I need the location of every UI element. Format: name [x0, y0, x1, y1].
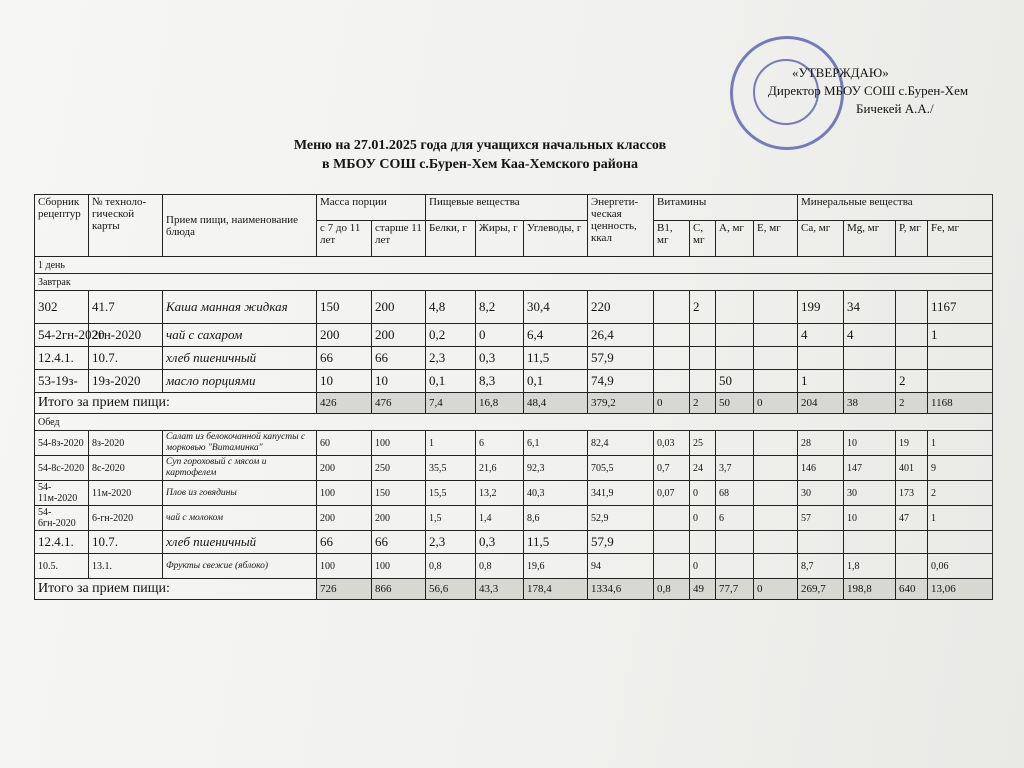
value-cell: 173 [896, 481, 928, 506]
value-cell [690, 324, 716, 347]
total-cell: 43,3 [476, 579, 524, 600]
value-cell [844, 347, 896, 370]
value-cell: 199 [798, 291, 844, 324]
total-cell: 50 [716, 393, 754, 414]
total-cell: 178,4 [524, 579, 588, 600]
value-cell: 1,5 [426, 506, 476, 531]
dish-name: масло порциями [163, 370, 317, 393]
value-cell: 94 [588, 554, 654, 579]
value-cell: 19 [896, 431, 928, 456]
total-cell: 379,2 [588, 393, 654, 414]
value-cell: 0,3 [476, 531, 524, 554]
total-cell: 38 [844, 393, 896, 414]
value-cell [754, 531, 798, 554]
value-cell: 8,6 [524, 506, 588, 531]
value-cell [654, 324, 690, 347]
value-cell: 1 [928, 324, 993, 347]
value-cell [754, 431, 798, 456]
menu-table [34, 194, 993, 600]
value-cell: 1 [928, 506, 993, 531]
dish-name: Суп гороховый с мясом и картофелем [163, 456, 317, 481]
value-cell [754, 347, 798, 370]
recipe-code: 2гн-2020 [89, 324, 163, 347]
value-cell: 6 [476, 431, 524, 456]
value-cell: 34 [844, 291, 896, 324]
value-cell: 2 [896, 370, 928, 393]
value-cell: 19,6 [524, 554, 588, 579]
value-cell: 0 [476, 324, 524, 347]
recipe-code: 12.4.1. [35, 347, 89, 370]
value-cell [896, 347, 928, 370]
value-cell [754, 370, 798, 393]
value-cell: 341,9 [588, 481, 654, 506]
value-cell: 28 [798, 431, 844, 456]
value-cell [844, 531, 896, 554]
total-cell: 426 [317, 393, 372, 414]
value-cell: 146 [798, 456, 844, 481]
value-cell: 2 [928, 481, 993, 506]
total-cell: 1334,6 [588, 579, 654, 600]
value-cell: 0,1 [524, 370, 588, 393]
value-cell: 150 [372, 481, 426, 506]
dish-name: хлеб пшеничный [163, 347, 317, 370]
value-cell: 10 [844, 506, 896, 531]
value-cell: 40,3 [524, 481, 588, 506]
value-cell: 2 [690, 291, 716, 324]
value-cell: 200 [372, 291, 426, 324]
value-cell [928, 531, 993, 554]
header-minerals: Минеральные вещества [798, 195, 993, 221]
menu-row [35, 481, 993, 506]
value-cell: 47 [896, 506, 928, 531]
value-cell: 66 [317, 347, 372, 370]
approval-block [768, 64, 968, 118]
value-cell: 200 [372, 324, 426, 347]
total-cell: 204 [798, 393, 844, 414]
value-cell: 0,7 [654, 456, 690, 481]
value-cell: 11,5 [524, 531, 588, 554]
total-cell: 2 [690, 393, 716, 414]
value-cell: 0,07 [654, 481, 690, 506]
value-cell: 66 [372, 531, 426, 554]
breakfast-total-row [35, 393, 993, 414]
value-cell: 0,06 [928, 554, 993, 579]
dish-name: Плов из говядины [163, 481, 317, 506]
header-portion-young: с 7 до 11 лет [317, 221, 372, 257]
recipe-code: 10.7. [89, 347, 163, 370]
approval-position: Директор МБОУ СОШ с.Бурен-Хем [768, 83, 969, 98]
header-fe: Fe, мг [928, 221, 993, 257]
value-cell: 68 [716, 481, 754, 506]
value-cell: 1 [798, 370, 844, 393]
day-label: 1 день [35, 257, 993, 274]
recipe-code: 54-8з-2020 [35, 431, 89, 456]
value-cell [716, 347, 754, 370]
value-cell: 1 [928, 431, 993, 456]
value-cell: 1,8 [844, 554, 896, 579]
total-cell: 16,8 [476, 393, 524, 414]
total-cell: 866 [372, 579, 426, 600]
total-cell: 0 [654, 393, 690, 414]
value-cell: 0,03 [654, 431, 690, 456]
header-portion: Масса порции [317, 195, 426, 221]
value-cell [896, 531, 928, 554]
value-cell: 100 [317, 481, 372, 506]
recipe-code: 10.5. [35, 554, 89, 579]
value-cell [798, 347, 844, 370]
recipe-code: 302 [35, 291, 89, 324]
value-cell: 220 [588, 291, 654, 324]
value-cell: 25 [690, 431, 716, 456]
dish-name: чай с молоком [163, 506, 317, 531]
value-cell: 100 [317, 554, 372, 579]
value-cell: 21,6 [476, 456, 524, 481]
value-cell: 2,3 [426, 347, 476, 370]
header-tech-card: № техноло-гической карты [89, 195, 163, 257]
value-cell: 100 [372, 431, 426, 456]
value-cell [690, 347, 716, 370]
value-cell [690, 531, 716, 554]
value-cell [928, 347, 993, 370]
value-cell: 8,2 [476, 291, 524, 324]
value-cell [754, 554, 798, 579]
dish-name: Салат из белокочанной капусты с морковью "Витаминка" [163, 431, 317, 456]
value-cell: 50 [716, 370, 754, 393]
recipe-code: 54-6гн-2020 [35, 506, 89, 531]
menu-row [35, 531, 993, 554]
value-cell: 2,3 [426, 531, 476, 554]
header-protein: Белки, г [426, 221, 476, 257]
value-cell: 0,8 [476, 554, 524, 579]
total-label: Итого за прием пищи: [35, 579, 317, 600]
recipe-code: 53-19з- [35, 370, 89, 393]
recipe-code: 11м-2020 [89, 481, 163, 506]
value-cell: 4 [844, 324, 896, 347]
value-cell: 10 [372, 370, 426, 393]
dish-name: Фрукты свежие (яблоко) [163, 554, 317, 579]
value-cell: 200 [317, 324, 372, 347]
value-cell: 66 [372, 347, 426, 370]
value-cell: 15,5 [426, 481, 476, 506]
value-cell: 0,3 [476, 347, 524, 370]
value-cell: 401 [896, 456, 928, 481]
value-cell: 10 [844, 431, 896, 456]
total-cell: 48,4 [524, 393, 588, 414]
value-cell [754, 481, 798, 506]
value-cell [896, 324, 928, 347]
value-cell: 1 [426, 431, 476, 456]
total-cell: 476 [372, 393, 426, 414]
value-cell [754, 456, 798, 481]
value-cell [654, 554, 690, 579]
value-cell: 30,4 [524, 291, 588, 324]
value-cell [896, 554, 928, 579]
value-cell: 6,1 [524, 431, 588, 456]
header-b1: В1, мг [654, 221, 690, 257]
value-cell: 147 [844, 456, 896, 481]
value-cell [654, 370, 690, 393]
total-cell: 0 [754, 393, 798, 414]
value-cell [754, 291, 798, 324]
value-cell: 35,5 [426, 456, 476, 481]
lunch-rows [35, 431, 993, 579]
recipe-code: 54-2гн-2020 [35, 324, 89, 347]
total-cell: 198,8 [844, 579, 896, 600]
value-cell: 10 [317, 370, 372, 393]
recipe-code: 41.7 [89, 291, 163, 324]
value-cell: 4 [798, 324, 844, 347]
value-cell [690, 370, 716, 393]
value-cell [654, 531, 690, 554]
value-cell: 92,3 [524, 456, 588, 481]
value-cell: 52,9 [588, 506, 654, 531]
header-e: Е, мг [754, 221, 798, 257]
value-cell: 0,8 [426, 554, 476, 579]
recipe-code: 8с-2020 [89, 456, 163, 481]
value-cell: 6 [716, 506, 754, 531]
value-cell: 100 [372, 554, 426, 579]
value-cell: 8,3 [476, 370, 524, 393]
value-cell: 0 [690, 554, 716, 579]
value-cell: 66 [317, 531, 372, 554]
total-label: Итого за прием пищи: [35, 393, 317, 414]
value-cell: 1167 [928, 291, 993, 324]
value-cell [716, 554, 754, 579]
total-cell: 7,4 [426, 393, 476, 414]
total-cell: 1168 [928, 393, 993, 414]
header-c: С, мг [690, 221, 716, 257]
menu-row [35, 554, 993, 579]
header-fat: Жиры, г [476, 221, 524, 257]
menu-row [35, 347, 993, 370]
section-lunch: Обед [35, 414, 993, 431]
menu-row [35, 370, 993, 393]
page-title [230, 136, 730, 174]
value-cell: 57 [798, 506, 844, 531]
value-cell: 200 [317, 506, 372, 531]
value-cell: 30 [844, 481, 896, 506]
value-cell [654, 291, 690, 324]
breakfast-rows [35, 291, 993, 393]
menu-row [35, 456, 993, 481]
value-cell [716, 531, 754, 554]
total-cell: 0 [754, 579, 798, 600]
value-cell: 8,7 [798, 554, 844, 579]
value-cell: 9 [928, 456, 993, 481]
recipe-code: 12.4.1. [35, 531, 89, 554]
value-cell: 6,4 [524, 324, 588, 347]
value-cell [654, 506, 690, 531]
value-cell: 200 [372, 506, 426, 531]
value-cell: 0 [690, 481, 716, 506]
recipe-code: 54-8с-2020 [35, 456, 89, 481]
value-cell: 82,4 [588, 431, 654, 456]
total-cell: 726 [317, 579, 372, 600]
recipe-code: 13.1. [89, 554, 163, 579]
value-cell: 0,2 [426, 324, 476, 347]
value-cell: 0 [690, 506, 716, 531]
value-cell: 0,1 [426, 370, 476, 393]
value-cell: 57,9 [588, 347, 654, 370]
value-cell: 150 [317, 291, 372, 324]
value-cell: 13,2 [476, 481, 524, 506]
total-cell: 49 [690, 579, 716, 600]
menu-row [35, 324, 993, 347]
value-cell [928, 370, 993, 393]
header-vitamins: Витамины [654, 195, 798, 221]
approval-heading: «УТВЕРЖДАЮ» [792, 65, 889, 80]
value-cell [716, 324, 754, 347]
menu-row [35, 431, 993, 456]
lunch-total-row [35, 579, 993, 600]
value-cell: 4,8 [426, 291, 476, 324]
value-cell [844, 370, 896, 393]
dish-name: чай с сахаром [163, 324, 317, 347]
header-p: Р, мг [896, 221, 928, 257]
total-cell: 2 [896, 393, 928, 414]
value-cell: 3,7 [716, 456, 754, 481]
header-energy: Энергети-ческая ценность, ккал [588, 195, 654, 257]
recipe-code: 19з-2020 [89, 370, 163, 393]
menu-row [35, 291, 993, 324]
section-breakfast: Завтрак [35, 274, 993, 291]
total-cell: 77,7 [716, 579, 754, 600]
total-cell: 13,06 [928, 579, 993, 600]
header-nutrients: Пищевые вещества [426, 195, 588, 221]
value-cell: 30 [798, 481, 844, 506]
value-cell [798, 531, 844, 554]
header-collection: Сборник рецептур [35, 195, 89, 257]
dish-name: хлеб пшеничный [163, 531, 317, 554]
value-cell: 705,5 [588, 456, 654, 481]
value-cell [896, 291, 928, 324]
value-cell: 1,4 [476, 506, 524, 531]
dish-name: Каша манная жидкая [163, 291, 317, 324]
total-cell: 640 [896, 579, 928, 600]
recipe-code: 6-гн-2020 [89, 506, 163, 531]
value-cell: 26,4 [588, 324, 654, 347]
value-cell [754, 324, 798, 347]
menu-row [35, 506, 993, 531]
header-dish: Прием пищи, наименование блюда [163, 195, 317, 257]
value-cell: 57,9 [588, 531, 654, 554]
total-cell: 269,7 [798, 579, 844, 600]
header-portion-old: старше 11 лет [372, 221, 426, 257]
value-cell: 11,5 [524, 347, 588, 370]
header-a: А, мг [716, 221, 754, 257]
recipe-code: 8з-2020 [89, 431, 163, 456]
approval-signature: Бичекей А.А./ [856, 101, 934, 116]
header-mg: Mg, мг [844, 221, 896, 257]
value-cell: 24 [690, 456, 716, 481]
breakfast-total-body [35, 393, 993, 431]
value-cell [754, 506, 798, 531]
total-cell: 56,6 [426, 579, 476, 600]
header-ca: Са, мг [798, 221, 844, 257]
lunch-total-body [35, 579, 993, 600]
header-carbs: Углеводы, г [524, 221, 588, 257]
value-cell: 74,9 [588, 370, 654, 393]
menu-body [35, 257, 993, 291]
total-cell: 0,8 [654, 579, 690, 600]
recipe-code: 10.7. [89, 531, 163, 554]
value-cell: 60 [317, 431, 372, 456]
value-cell [716, 291, 754, 324]
value-cell [716, 431, 754, 456]
title-line-2: в МБОУ СОШ с.Бурен-Хем Каа-Хемского района [322, 157, 638, 172]
value-cell: 200 [317, 456, 372, 481]
recipe-code: 54-11м-2020 [35, 481, 89, 506]
title-line-1: Меню на 27.01.2025 года для учащихся начальных классов [293, 138, 667, 153]
value-cell: 250 [372, 456, 426, 481]
value-cell [654, 347, 690, 370]
